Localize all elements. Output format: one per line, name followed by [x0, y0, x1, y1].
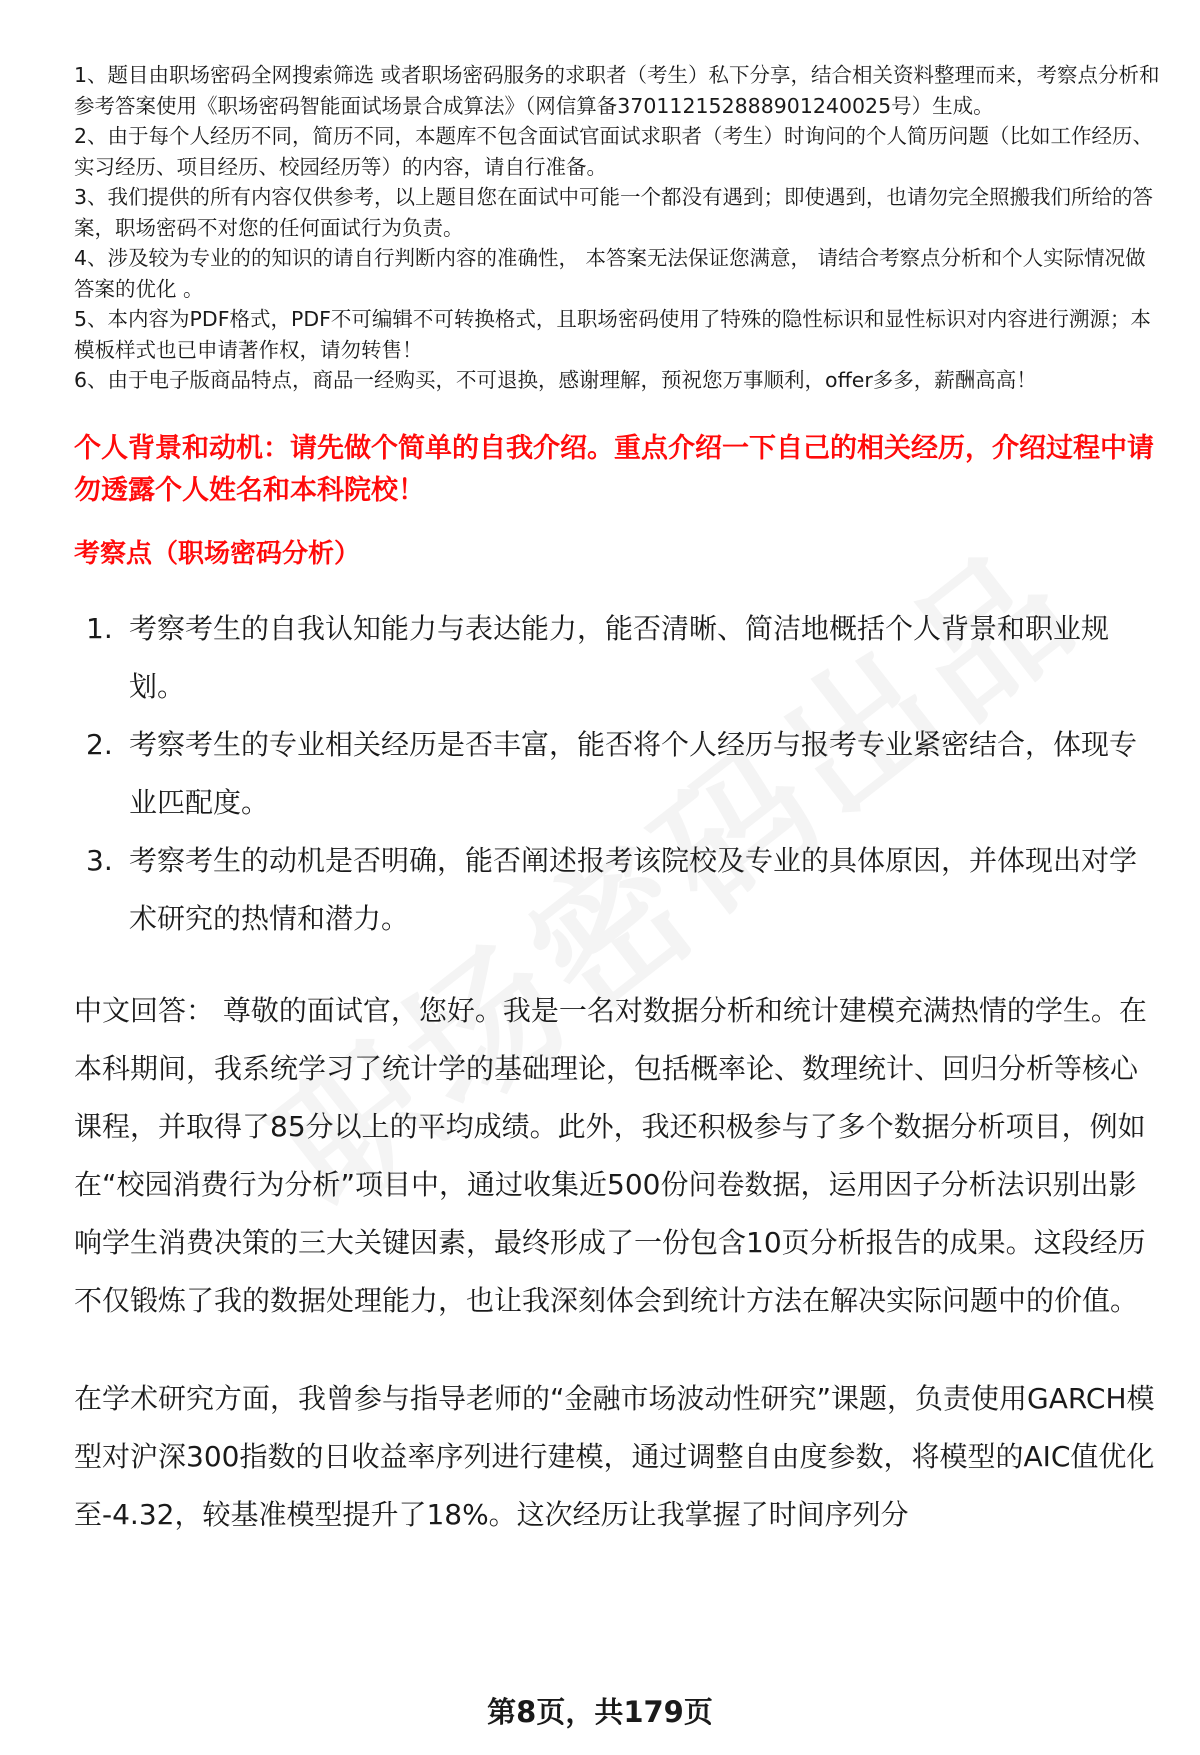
analysis-points [74, 600, 1164, 948]
point-number: 3. [86, 843, 113, 877]
disclaimer-note: 6、由于电子版商品特点，商品一经购买，不可退换，感谢理解，预祝您万事顺利，offer多多，薪酬高高！ [74, 368, 1037, 392]
point-number: 1. [86, 611, 113, 645]
point-text: 考察考生的自我认知能力与表达能力，能否清晰、简洁地概括个人背景和职业规划。 [129, 611, 1110, 703]
analysis-point [74, 716, 1164, 832]
disclaimer-note: 2、由于每个人经历不同，简历不同，本题库不包含面试官面试求职者（考生）时询问的个人简历问题（比如工作经历、实习经历、项目经历、校园经历等）的内容，请自行准备。 [74, 124, 1154, 179]
page-footer: 第8页，共179页 [487, 1695, 713, 1729]
analysis-point [74, 832, 1164, 948]
point-text: 考察考生的动机是否明确，能否阐述报考该院校及专业的具体原因，并体现出对学术研究的热情和潜力。 [129, 843, 1138, 935]
point-number: 2. [86, 727, 113, 761]
analysis-heading: 考察点（职场密码分析） [74, 538, 361, 569]
analysis-point [74, 600, 1164, 716]
disclaimer-note: 3、我们提供的所有内容仅供参考，以上题目您在面试中可能一个都没有遇到；即使遇到，也请勿完全照搬我们所给的答案，职场密码不对您的任何面试行为负责。 [74, 185, 1154, 240]
answer-paragraph: 在学术研究方面，我曾参与指导老师的“金融市场波动性研究”课题，负责使用GARCH模型对沪深300指数的日收益率序列进行建模，通过调整自由度参数，将模型的AIC值优化至-4.32，较基准模型提升了18%。这次经历让我掌握了时间序列分 [74, 1381, 1155, 1531]
interview-question: 个人背景和动机：请先做个简单的自我介绍。重点介绍一下自己的相关经历，介绍过程中请勿透露个人姓名和本科院校！ [74, 432, 1154, 506]
disclaimer-notes [74, 60, 1164, 396]
page-content [74, 60, 1164, 1544]
disclaimer-note: 1、题目由职场密码全网搜索筛选 或者职场密码服务的求职者（考生）私下分享，结合相关资料整理而来，考察点分析和参考答案使用《职场密码智能面试场景合成算法》（网信算备370112152888901240025号）生成。 [74, 63, 1160, 118]
disclaimer-note: 4、涉及较为专业的的知识的请自行判断内容的准确性， 本答案无法保证您满意， 请结合考察点分析和个人实际情况做答案的优化 。 [74, 246, 1146, 301]
point-text: 考察考生的专业相关经历是否丰富，能否将个人经历与报考专业紧密结合，体现专业匹配度。 [129, 727, 1138, 819]
answer-paragraph: 中文回答： 尊敬的面试官，您好。我是一名对数据分析和统计建模充满热情的学生。在本科期间，我系统学习了统计学的基础理论，包括概率论、数理统计、回归分析等核心课程，并取得了85分以上的平均成绩。此外，我还积极参与了多个数据分析项目，例如在“校园消费行为分析”项目中，通过收集近500份问卷数据，运用因子分析法识别出影响学生消费决策的三大关键因素，最终形成了一份包含10页分析报告的成果。这段经历不仅锻炼了我的数据处理能力，也让我深刻体会到统计方法在解决实际问题中的价值。 [74, 993, 1147, 1317]
disclaimer-note: 5、本内容为PDF格式，PDF不可编辑不可转换格式，且职场密码使用了特殊的隐性标识和显性标识对内容进行溯源；本模板样式也已申请著作权，请勿转售！ [74, 307, 1151, 362]
